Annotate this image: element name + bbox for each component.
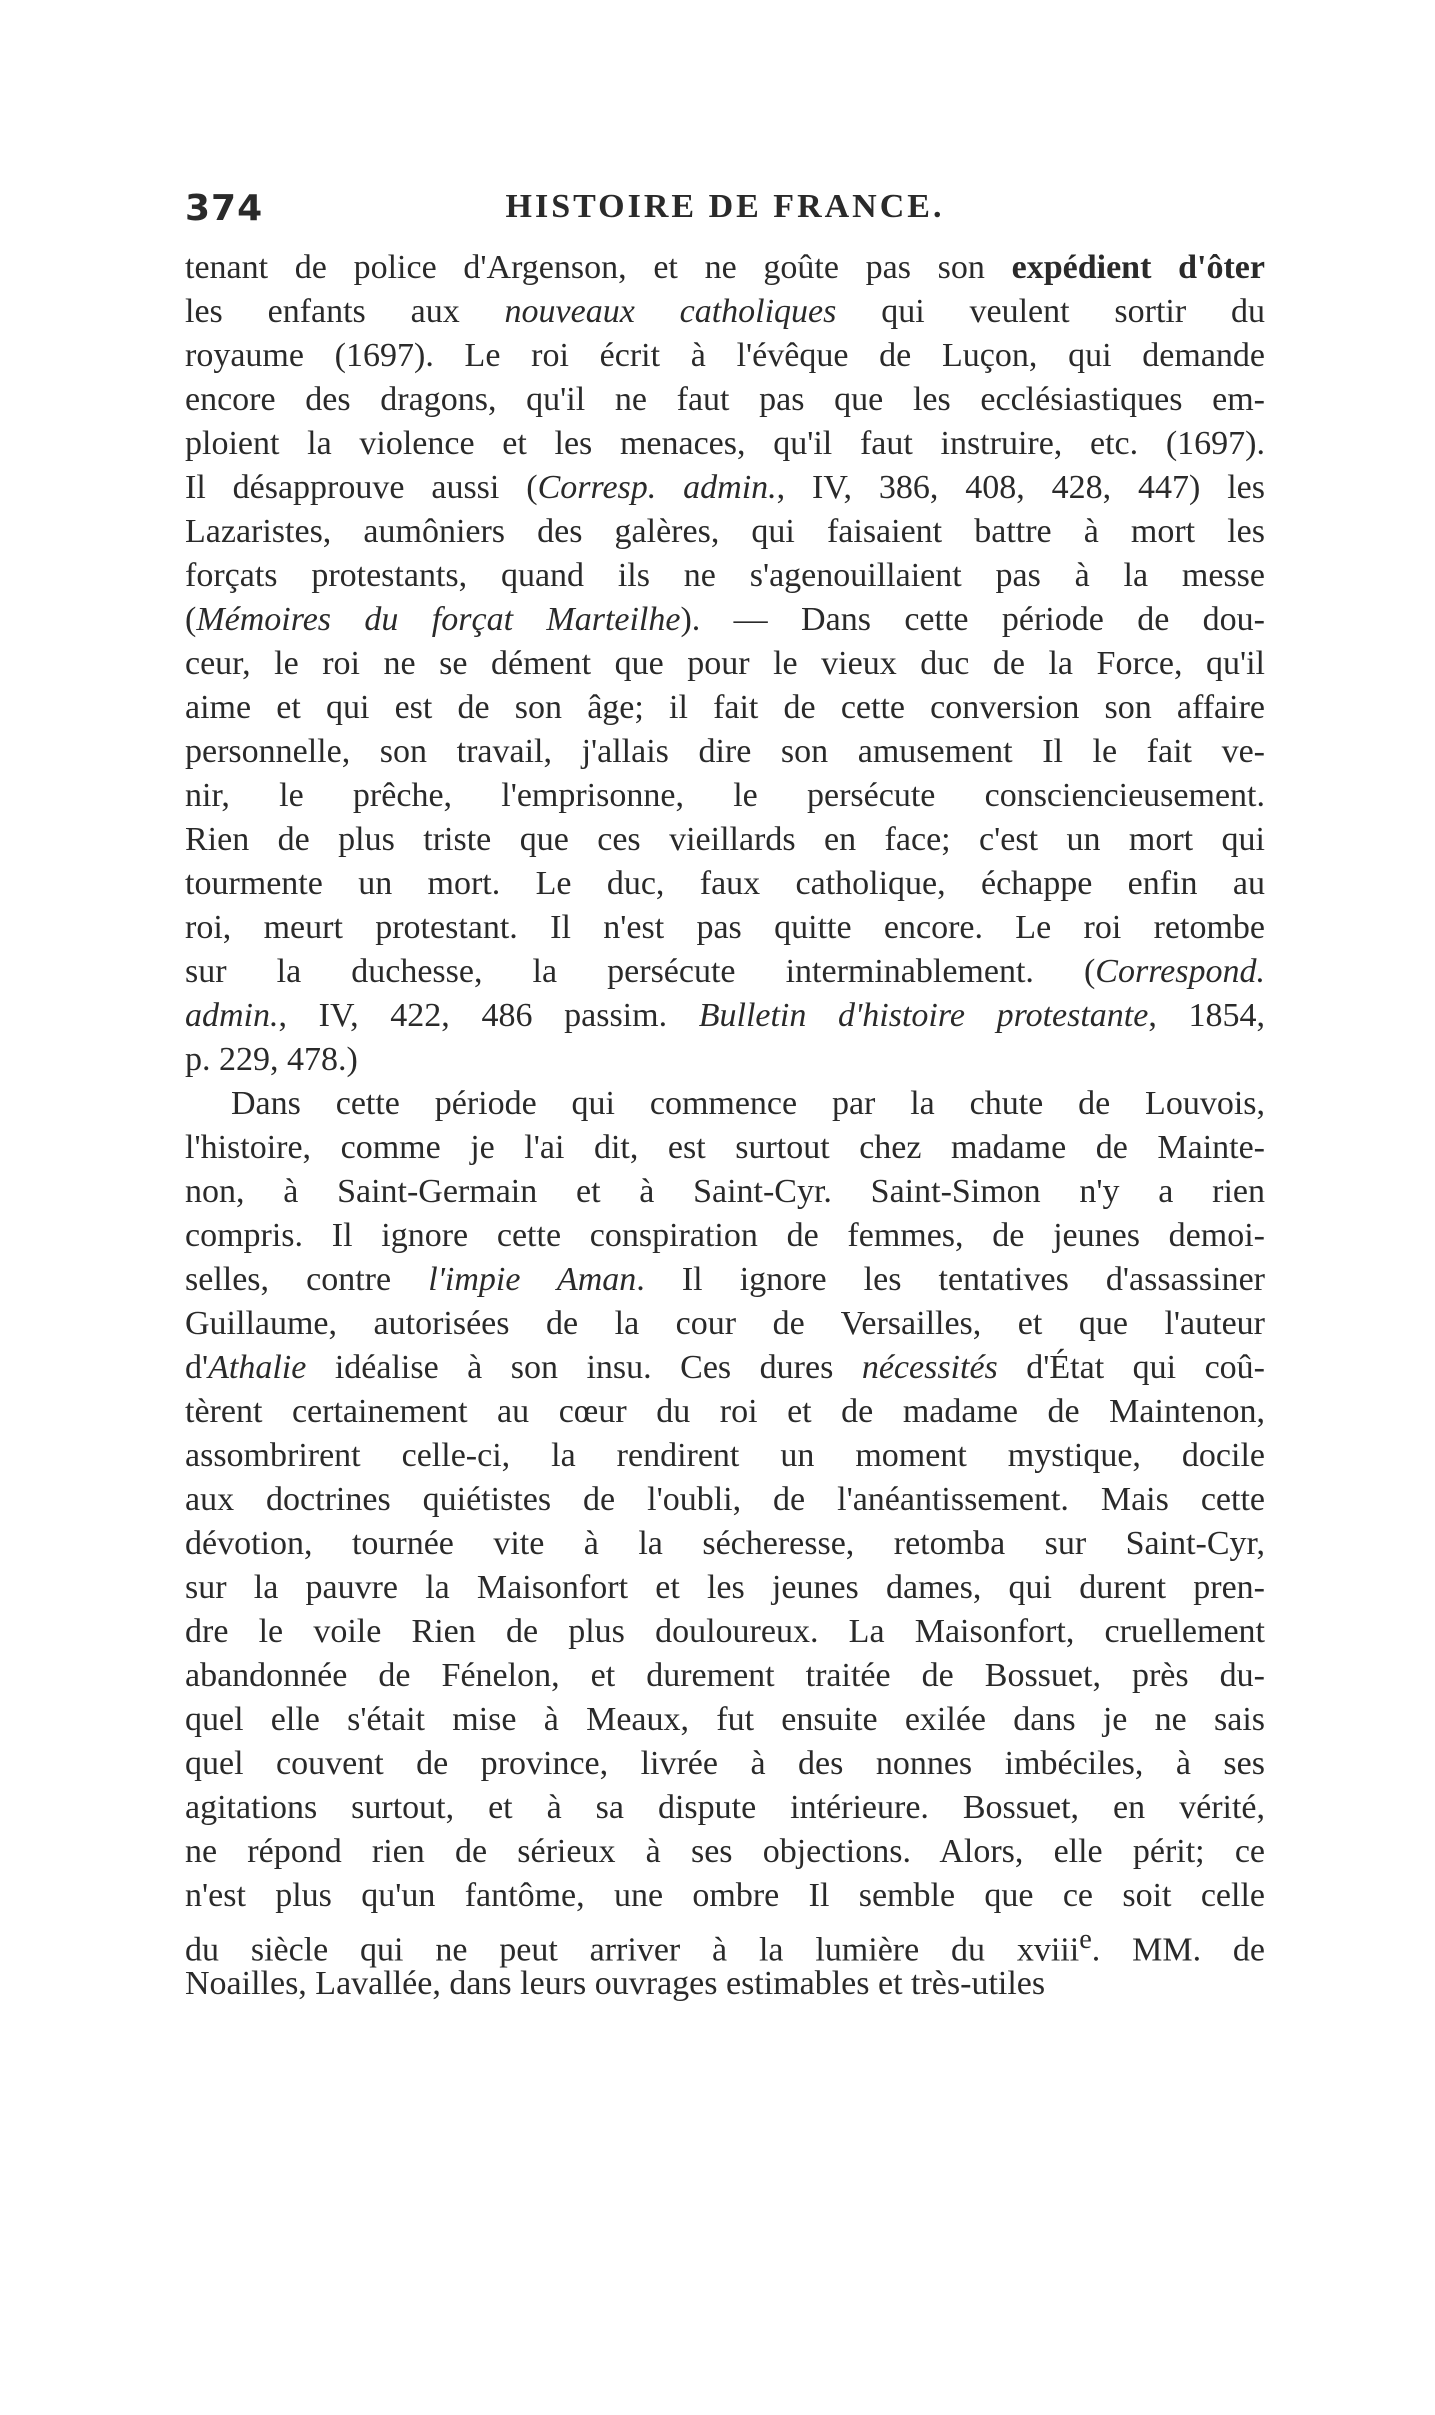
text-run: , IV, 422, 486 passim. [278,997,699,1034]
text-line [185,1742,1265,1786]
text-run: d' [185,1349,209,1386]
text-line [185,994,1265,1038]
text-run: p. 229, 478.) [185,1041,358,1078]
text-line [185,1874,1265,1918]
text-line [185,642,1265,686]
text-run: Noailles, Lavallée, dans leurs ouvrages estimables et très-utiles [185,1965,1046,2002]
text-line [185,1830,1265,1874]
text-run: Lazaristes, aumôniers des galères, qui faisaient battre à mort les [185,513,1265,550]
text-run: agitations surtout, et à sa dispute intérieure. Bossuet, en vérité, [185,1789,1265,1826]
text-run: aime et qui est de son âge; il fait de cette conversion son affaire [185,689,1265,726]
text-run: qui veulent sortir du [836,293,1265,330]
text-line [185,1258,1265,1302]
text-run: compris. Il ignore cette conspiration de femmes, de jeunes demoi- [185,1217,1265,1254]
text-line [185,1522,1265,1566]
text-run: Rien de plus triste que ces vieillards en face; c'est un mort qui [185,821,1265,858]
text-run: selles, contre [185,1261,429,1298]
text-run: Corresp. admin. [537,469,777,506]
text-line [185,862,1265,906]
text-line [185,1918,1265,1969]
text-line [185,1478,1265,1522]
text-line [185,1302,1265,1346]
text-line [185,1346,1265,1390]
text-run: Il désapprouve aussi ( [185,469,538,506]
text-run: , 1854, [1148,997,1265,1034]
text-line [185,1214,1265,1258]
text-run: Correspond. [1095,953,1265,990]
text-run: dre le voile Rien de plus douloureux. La Maisonfort, cruellement [185,1613,1265,1650]
text-line [185,730,1265,774]
text-line [185,422,1265,466]
text-run: aux doctrines quiétistes de l'oubli, de l'anéantissement. Mais cette [185,1481,1265,1518]
text-run: les enfants aux [185,293,505,330]
text-line [185,290,1265,334]
text-run: , IV, 386, 408, 428, 447) les [776,469,1266,506]
text-run: forçats protestants, quand ils ne s'agenouillaient pas à la messe [185,557,1265,594]
text-run: expédient d'ôter [1011,249,1265,286]
text-line [185,686,1265,730]
text-line [185,1390,1265,1434]
text-run: nouveaux catholiques [504,293,837,330]
text-run: assombrirent celle-ci, la rendirent un moment mystique, docile [185,1437,1265,1474]
text-line [185,466,1265,510]
text-line [185,906,1265,950]
text-line [185,1126,1265,1170]
text-run: quel elle s'était mise à Meaux, fut ensuite exilée dans je ne sais [185,1701,1265,1738]
text-run: e [1079,1924,1092,1955]
text-run: ne répond rien de sérieux à ses objections. Alors, elle périt; ce [185,1833,1265,1870]
text-line [185,510,1265,554]
text-line [185,1610,1265,1654]
text-run: du siècle qui ne peut arriver à la lumière du xviii [185,1931,1080,1969]
text-line [185,378,1265,422]
text-run: roi, meurt protestant. Il n'est pas quitte encore. Le roi retombe [185,909,1265,946]
text-run: personnelle, son travail, j'allais dire son amusement Il le fait ve- [185,733,1265,770]
text-run: nécessités [861,1349,998,1386]
text-run: idéalise à son insu. Ces dures [306,1349,862,1386]
text-run: tourmente un mort. Le duc, faux catholique, échappe enfin au [185,865,1265,902]
page-number: 374 [185,188,264,229]
text-line [185,334,1265,378]
text-run: l'histoire, comme je l'ai dit, est surtout chez madame de Mainte- [185,1129,1265,1166]
text-run: encore des dragons, qu'il ne faut pas que les ecclésiastiques em- [185,381,1265,418]
text-line [185,1566,1265,1610]
text-run: sur la pauvre la Maisonfort et les jeunes dames, qui durent pren- [185,1569,1265,1606]
text-run: Guillaume, autorisées de la cour de Versailles, et que l'auteur [185,1305,1265,1342]
text-line [185,1170,1265,1214]
text-line [185,246,1265,290]
text-line [185,818,1265,862]
text-line [185,774,1265,818]
text-run: d'État qui coû- [997,1349,1265,1386]
text-run: . Il ignore les tentatives d'assassiner [636,1261,1265,1298]
text-line [185,1038,1265,1082]
text-run: ( [185,601,197,638]
text-line [185,598,1265,642]
text-run: nir, le prêche, l'emprisonne, le persécute consciencieusement. [185,777,1265,814]
text-line [185,1434,1265,1478]
running-title: HISTOIRE DE FRANCE. [505,188,945,225]
text-line [185,1654,1265,1698]
text-run: ceur, le roi ne se dément que pour le vieux duc de la Force, qu'il [185,645,1265,682]
text-run: l'impie Aman [428,1261,637,1298]
text-run: sur la duchesse, la persécute interminablement. ( [185,953,1096,990]
text-run: tenant de police d'Argenson, et ne goûte pas son [185,249,1012,286]
text-line [185,1962,1265,2006]
text-run: dévotion, tournée vite à la sécheresse, retomba sur Saint-Cyr, [185,1525,1265,1562]
text-run: tèrent certainement au cœur du roi et de madame de Maintenon, [185,1393,1265,1430]
text-run: ). — Dans cette période de dou- [680,601,1265,638]
text-line [185,950,1265,994]
text-run: admin. [185,997,279,1034]
text-line [185,1786,1265,1830]
text-run: Mémoires du forçat Marteilhe [196,601,681,638]
text-run: . MM. de [1091,1931,1265,1969]
text-run: Athalie [208,1349,307,1386]
text-run: quel couvent de province, livrée à des nonnes imbéciles, à ses [185,1745,1265,1782]
text-line [185,1082,1265,1126]
page-header [185,188,1265,238]
text-line [185,554,1265,598]
body-text [185,246,1265,2006]
text-line [185,1698,1265,1742]
text-run: Dans cette période qui commence par la chute de Louvois, [231,1085,1265,1122]
text-run: non, à Saint-Germain et à Saint-Cyr. Saint-Simon n'y a rien [185,1173,1265,1210]
text-run: royaume (1697). Le roi écrit à l'évêque de Luçon, qui demande [185,337,1265,374]
text-run: ploient la violence et les menaces, qu'il faut instruire, etc. (1697). [185,425,1265,462]
text-run: n'est plus qu'un fantôme, une ombre Il semble que ce soit celle [185,1877,1265,1914]
text-run: Bulletin d'histoire protestante [698,997,1149,1034]
text-run: abandonnée de Fénelon, et durement traitée de Bossuet, près du- [185,1657,1265,1694]
